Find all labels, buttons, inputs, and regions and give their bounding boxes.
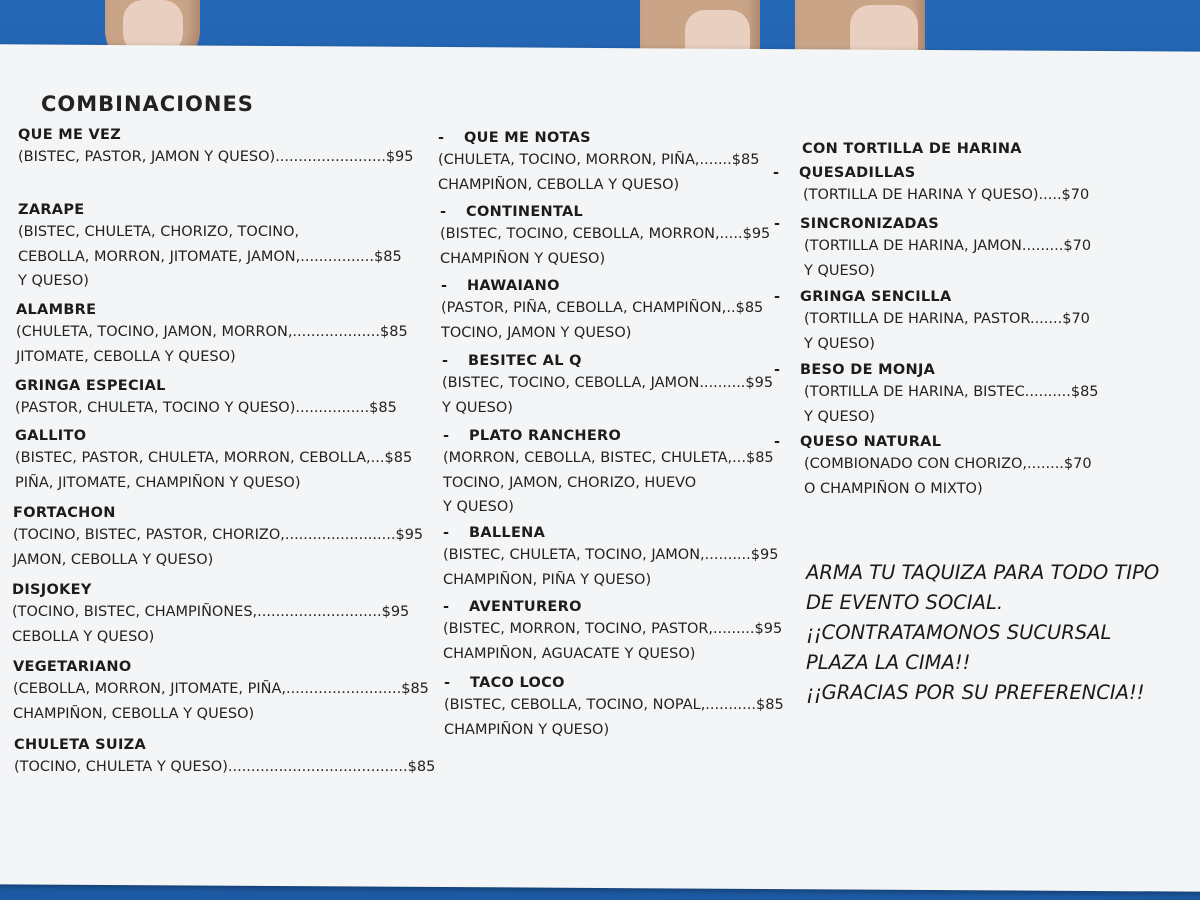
menu-item: [444, 673, 864, 742]
menu-item-description: (BISTEC, CHULETA, CHORIZO, TOCINO, CEBOLLA, MORRON, JITOMATE, JAMON,................$85 Y QUESO): [18, 224, 402, 289]
menu-item: [15, 376, 435, 421]
menu-item-description: (COMBIONADO CON CHORIZO,........$70 O CHAMPIÑON O MIXTO): [804, 456, 1092, 497]
menu-item-description: (BISTEC, TOCINO, CEBOLLA, MORRON,.....$95 CHAMPIÑON Y QUESO): [440, 226, 771, 267]
menu-item-description: (CEBOLLA, MORRON, JITOMATE, PIÑA,.........................$85 CHAMPIÑON, CEBOLLA Y QUESO): [13, 681, 429, 722]
menu-item-name: - BALLENA: [443, 525, 546, 541]
menu-item-name: GALLITO: [15, 428, 87, 444]
menu-item-name: - QUESADILLAS: [773, 165, 916, 181]
menu-item-description: (BISTEC, PASTOR, CHULETA, MORRON, CEBOLLA,...$85 PIÑA, JITOMATE, CHAMPIÑON Y QUESO): [15, 450, 413, 491]
menu-item: [774, 287, 1134, 356]
menu-item-description: (TORTILLA DE HARINA, JAMON.........$70 Y QUESO): [804, 238, 1092, 279]
menu-item-name: DISJOKEY: [12, 582, 92, 598]
menu-item-name: QUE ME VEZ: [18, 127, 122, 143]
promo-text: ARMA TU TAQUIZA PARA TODO TIPO DE EVENTO SOCIAL. ¡¡CONTRATAMONOS SUCURSAL PLAZA LA CIMA!! ¡¡GRACIAS POR SU PREFERENCIA!!: [806, 561, 1160, 704]
menu-item: [15, 426, 435, 495]
menu-item-name: - QUESO NATURAL: [774, 434, 942, 450]
menu-item-description: (BISTEC, PASTOR, JAMON Y QUESO)........................$95: [18, 149, 414, 165]
menu-item: [18, 125, 438, 170]
menu-item-description: (PASTOR, PIÑA, CEBOLLA, CHAMPIÑON,..$85 TOCINO, JAMON Y QUESO): [441, 300, 764, 341]
menu-item-description: (TORTILLA DE HARINA, PASTOR.......$70 Y QUESO): [804, 311, 1090, 352]
menu-item-description: (TOCINO, CHULETA Y QUESO).......................................$85: [14, 759, 436, 775]
menu-item-description: (BISTEC, MORRON, TOCINO, PASTOR,.........$95 CHAMPIÑON, AGUACATE Y QUESO): [443, 621, 783, 662]
menu-item-name: - PLATO RANCHERO: [443, 428, 622, 444]
menu-item-name: CHULETA SUIZA: [14, 737, 146, 753]
menu-item-name: - GRINGA SENCILLA: [774, 289, 952, 305]
menu-item: [443, 523, 863, 592]
menu-item-description: (CHULETA, TOCINO, JAMON, MORRON,...................$85 JITOMATE, CEBOLLA Y QUESO): [16, 324, 408, 365]
menu-item-name: - BESITEC AL Q: [442, 353, 582, 369]
menu-item: [774, 360, 1134, 429]
menu-item: [12, 580, 432, 649]
menu-heading: COMBINACIONES: [41, 92, 254, 116]
menu-item-description: (MORRON, CEBOLLA, BISTEC, CHULETA,...$85 TOCINO, JAMON, CHORIZO, HUEVO Y QUESO): [443, 450, 774, 515]
menu-item-description: (CHULETA, TOCINO, MORRON, PIÑA,.......$85 CHAMPIÑON, CEBOLLA Y QUESO): [438, 152, 760, 193]
menu-item: [13, 657, 433, 726]
menu-item-name: - QUE ME NOTAS: [438, 130, 591, 146]
menu-item: [773, 163, 1133, 208]
menu-item-name: GRINGA ESPECIAL: [15, 378, 166, 394]
menu-item-name: - CONTINENTAL: [440, 204, 584, 220]
menu-item: [443, 597, 863, 666]
menu-item-name: - TACO LOCO: [444, 675, 565, 691]
menu-item: [774, 432, 1134, 501]
menu-item-name: - SINCRONIZADAS: [774, 216, 939, 232]
menu-item-description: (TOCINO, BISTEC, CHAMPIÑONES,...........................$95 CEBOLLA Y QUESO): [12, 604, 410, 645]
menu-item-description: (BISTEC, TOCINO, CEBOLLA, JAMON..........$95 Y QUESO): [442, 375, 774, 416]
menu-item-name: ZARAPE: [18, 202, 85, 218]
menu-item: [18, 200, 438, 294]
menu-item-description: (BISTEC, CHULETA, TOCINO, JAMON,..........$95 CHAMPIÑON, PIÑA Y QUESO): [443, 547, 779, 588]
menu-item-description: (PASTOR, CHULETA, TOCINO Y QUESO)................$85: [15, 400, 397, 416]
section-subheading: CON TORTILLA DE HARINA: [802, 141, 1022, 157]
menu-item: [774, 214, 1134, 283]
menu-item-name: FORTACHON: [13, 505, 116, 521]
menu-item-description: (TORTILLA DE HARINA Y QUESO).....$70: [803, 187, 1090, 203]
menu-item-name: - HAWAIANO: [441, 278, 560, 294]
menu-item: [14, 735, 434, 780]
menu-item-description: (TORTILLA DE HARINA, BISTEC..........$85 Y QUESO): [804, 384, 1099, 425]
menu-item-description: (BISTEC, CEBOLLA, TOCINO, NOPAL,...........$85 CHAMPIÑON Y QUESO): [444, 697, 784, 738]
menu-item-name: VEGETARIANO: [13, 659, 132, 675]
menu-item-name: ALAMBRE: [16, 302, 97, 318]
menu-item-name: - BESO DE MONJA: [774, 362, 936, 378]
menu-item-description: (TOCINO, BISTEC, PASTOR, CHORIZO,........................$95 JAMON, CEBOLLA Y QUESO): [13, 527, 424, 568]
menu-item: [16, 300, 436, 369]
menu-item-name: - AVENTURERO: [443, 599, 582, 615]
menu-item: [13, 503, 433, 572]
